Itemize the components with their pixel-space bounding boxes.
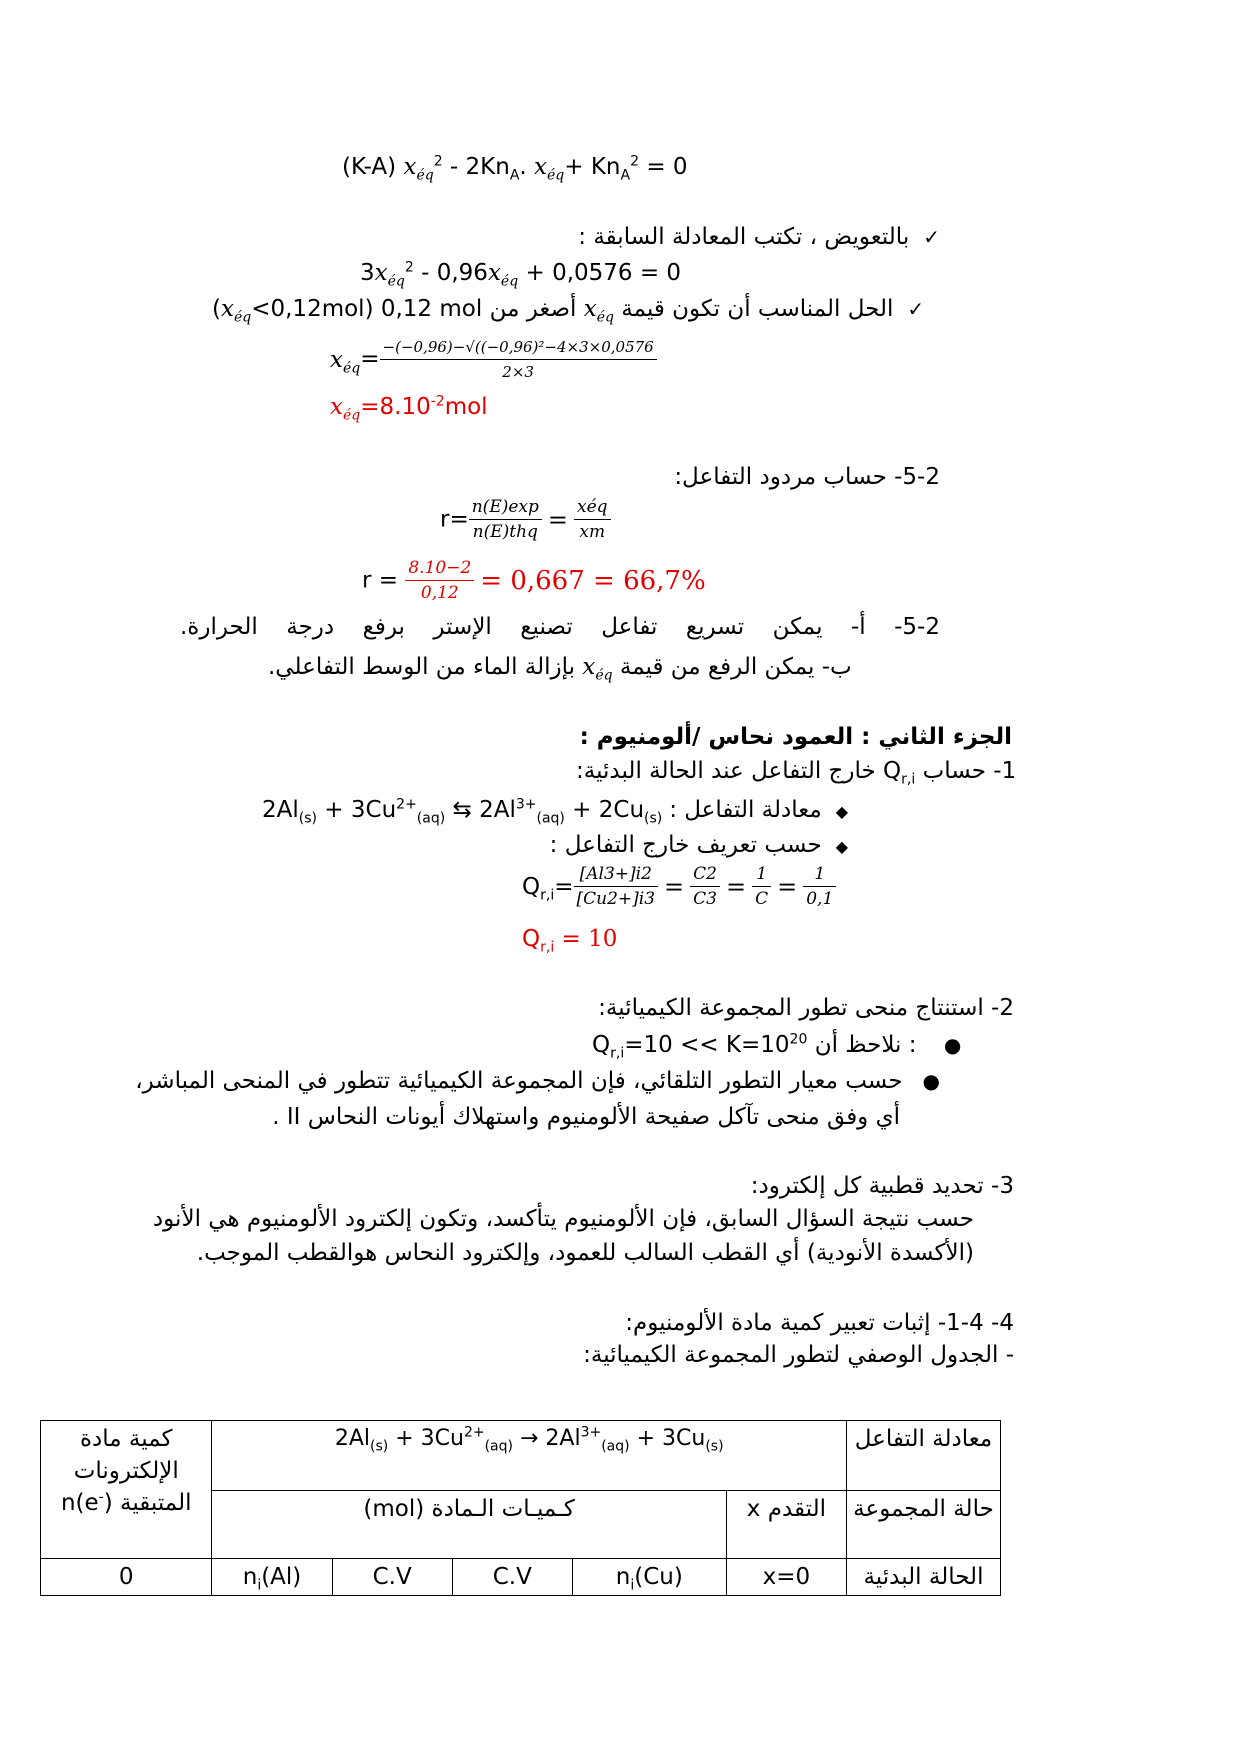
reaction-equation: $2Al_{(s)} + 3Cu^{2+}_{(aq)}$ ⇆ $2Al^{3+}_{(aq)} + 2Cu_{(s)}$ (262, 796, 663, 827)
substitution-note: ✓بالتعويض ، تكتب المعادلة السابقة : (578, 224, 940, 250)
header-electrons: كمية مادة الإلكترونات المتبقية n(e-) (41, 1421, 212, 1559)
equation-numeric: 3𝑥$_{éq}^2$ - 0,96𝑥$_{éq}$ + 0,0576 = 0 (360, 259, 682, 290)
cell-al-initial: $n_i(Al)$ (212, 1559, 332, 1596)
cell-electrons-initial: 0 (41, 1559, 212, 1596)
check-icon: ✓ (907, 297, 925, 321)
qr-formula: $Q_{r,i}=$ $\frac{[Al3+]i2}{[Cu2+]i3}$ = $\frac{C2}{C3}$ = $\frac{1}{C}$ = $\frac{1}{0,1}$ (522, 862, 836, 911)
solution-note: (𝑥$_{éq}$<0,12mol) 0,12 mol أصغر من 𝑥$_{éq}$ الحل المناسب أن تكون قيمة ✓ (212, 296, 925, 326)
diamond-bullet-icon: ◆ (835, 837, 848, 856)
yield-result: r = $\frac{8.10-2}{0,12}$ = 0,667 = 66,7% (362, 558, 706, 603)
question-5-2-b: بإزالة الماء من الوسط التفاعلي. 𝑥$_{éq}$ ب- يمكن الرفع من قيمة (268, 654, 852, 684)
cell-advance-initial: x=0 (726, 1559, 846, 1596)
equation-general: (K-A) 𝑥$_{éq}^2$ - $2Kn_A$. 𝑥$_{éq}$+ $Kn_A^2 = 0$ (342, 153, 688, 184)
question-3-line-2: (الأكسدة الأنودية) أي القطب السالب للعمود، وإلكترود النحاس هوالقطب الموجب. (196, 1240, 974, 1266)
header-equation-label: معادلة التفاعل (846, 1421, 1000, 1491)
qr-result: $Q_{r,i} = 10$ (522, 926, 618, 956)
bullet-icon: ● (943, 1033, 962, 1057)
header-state: حالة المجموعة (846, 1491, 1000, 1559)
cell-cu2-initial: C.V (332, 1559, 452, 1596)
question-3-line-1: حسب نتيجة السؤال السابق، فإن الألومنيوم يتأكسد، وتكون إلكترود الألومنيوم هي الأنود (152, 1206, 974, 1232)
header-amounts: كـميـات الـمادة (mol) (212, 1491, 726, 1559)
qr-definition-label: ◆حسب تعريف خارج التفاعل : (549, 832, 848, 858)
header-reaction: $2Al_{(s)} + 3Cu^{2+}_{(aq)} \to 2Al^{3+}_{(aq)} + 3Cu_{(s)}$ (212, 1421, 847, 1491)
question-4-title: 4- 1-4- إثبات تعبير كمية مادة الألومنيوم: (625, 1310, 1014, 1336)
reaction-label: ◆معادلة التفاعل : (669, 797, 848, 823)
diamond-bullet-icon: ◆ (835, 802, 848, 821)
question-2-bullet-2: ●حسب معيار التطور التلقائي، فإن المجموعة الكيميائية تتطور في المنحى المباشر، (135, 1068, 940, 1094)
cell-al3-initial: C.V (452, 1559, 572, 1596)
cell-cu-initial: $n_i(Cu)$ (572, 1559, 726, 1596)
header-advance: التقدم x (726, 1491, 846, 1559)
question-2-bullet-1: $Q_{r,i}=10 << K=10^{20}$ : نلاحظ أن ● (592, 1031, 962, 1062)
question-3-title: 3- تحديد قطبية كل إلكترود: (750, 1173, 1014, 1199)
part-2-title: الجزء الثاني : العمود نحاس /ألومنيوم : (579, 724, 1012, 750)
check-icon: ✓ (923, 225, 940, 249)
question-2-bullet-2-cont: أي وفق منحى تآكل صفيحة الألومنيوم واستهلاك أيونات النحاس II . (272, 1104, 900, 1130)
question-5-2-a: 5-2- أ- يمكن تسريع تفاعل تصنيع الإستر برفع درجة الحرارة. (180, 614, 940, 640)
yield-formula: r= $\frac{n(E)\exp}{\text{n(E)thq}}$ = $\frac{\text{xéq}}{xm}$ (440, 495, 611, 544)
question-2-title: 2- استنتاج منحى تطور المجموعة الكيميائية: (598, 995, 1014, 1021)
question-5-2-title: 5-2- حساب مردود التفاعل: (674, 464, 940, 490)
question-1-title: خارج التفاعل عند الحالة البدئية: $Q_{r,i}$ حساب -1 (576, 758, 1017, 788)
progress-table (40, 1420, 1001, 1596)
cell-state-initial: الحالة البدئية (846, 1559, 1000, 1596)
bullet-icon: ● (922, 1069, 940, 1093)
xeq-result: $𝑥_{éq}=8.10^{-2}mol$ (330, 393, 488, 424)
xeq-formula: 𝑥$_{éq}$= $\frac{\text{−(−0,96)−√((−0,96)²−4×3×0,0576}}{2\times 3}$ (330, 335, 657, 384)
question-4-subtitle: - الجدول الوصفي لتطور المجموعة الكيميائية: (583, 1342, 1014, 1368)
